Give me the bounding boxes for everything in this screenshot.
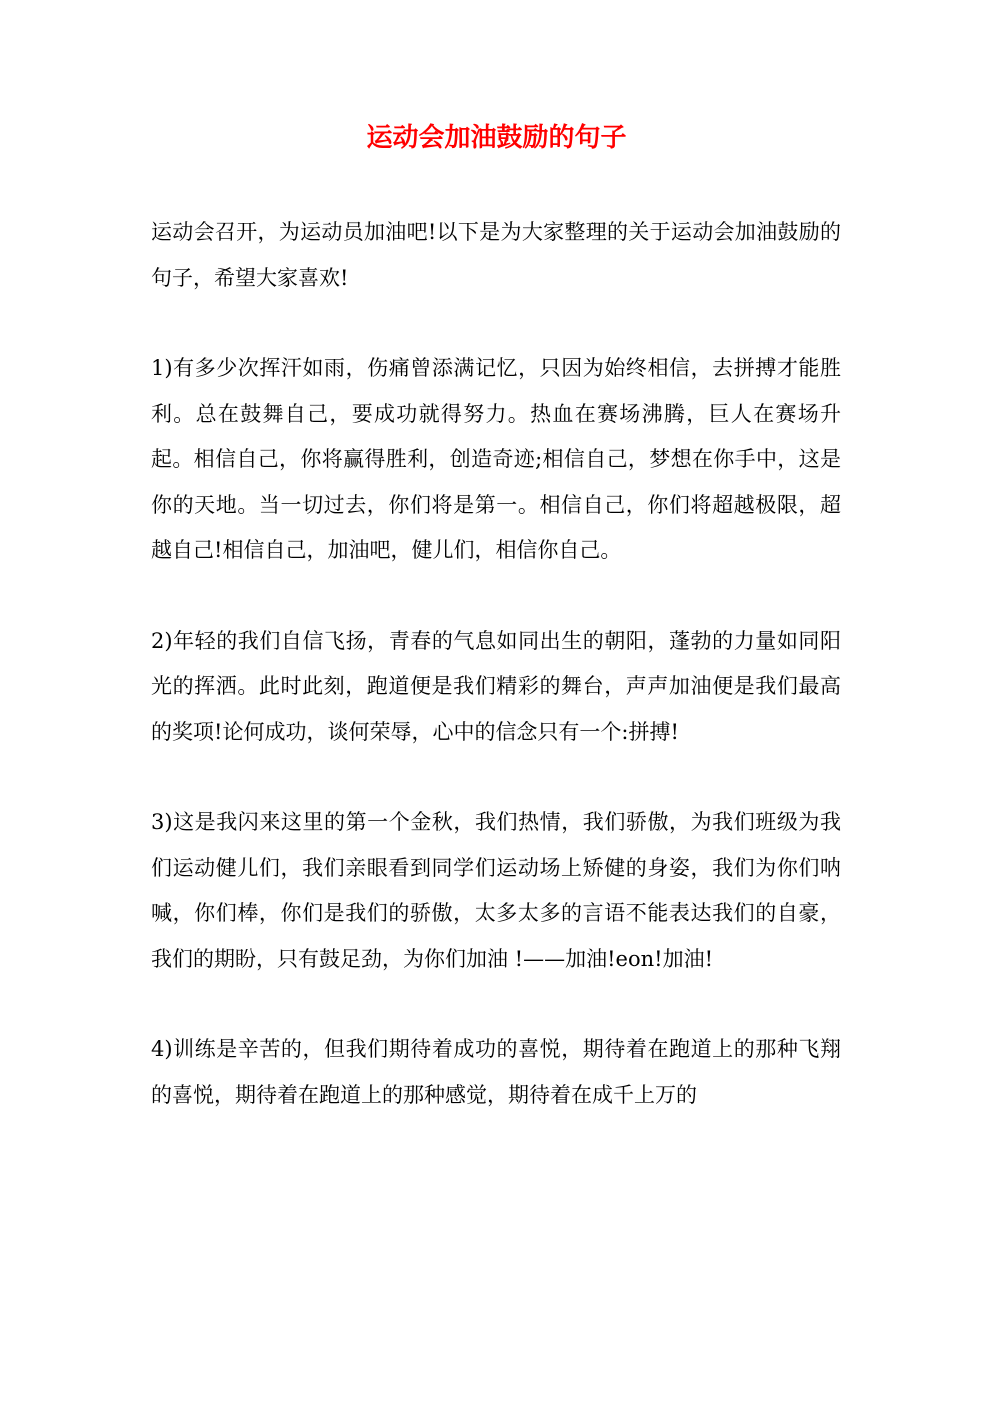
document-title: 运动会加油鼓励的句子 bbox=[366, 123, 627, 153]
intro-paragraph: 运动会召开，为运动员加油吧!以下是为大家整理的关于运动会加油鼓励的句子，希望大家喜欢! bbox=[151, 220, 841, 290]
paragraph-3: 3)这是我闪来这里的第一个金秋，我们热情，我们骄傲，为我们班级为我们运动健儿们，我们亲眼看到同学们运动场上矫健的身姿，我们为你们呐喊，你们棒，你们是我们的骄傲，太多太多的言语不能表达我们的自豪，我们的期盼，只有鼓足劲，为你们加油 !——加油!eon!加油! bbox=[151, 810, 841, 971]
paragraph-2: 2)年轻的我们自信飞扬，青春的气息如同出生的朝阳，蓬勃的力量如同阳光的挥洒。此时此刻，跑道便是我们精彩的舞台，声声加油便是我们最高的奖项!论何成功，谈何荣辱，心中的信念只有一个:拼搏! bbox=[151, 628, 841, 744]
paragraph-4: 4)训练是辛苦的，但我们期待着成功的喜悦，期待着在跑道上的那种飞翔的喜悦，期待着在跑道上的那种感觉，期待着在成千上万的 bbox=[151, 1037, 841, 1107]
paragraph-1: 1)有多少次挥汗如雨，伤痛曾添满记忆，只因为始终相信，去拼搏才能胜利。总在鼓舞自己，要成功就得努力。热血在赛场沸腾，巨人在赛场升起。相信自己，你将赢得胜利，创造奇迹;相信自己，梦想在你手中，这是你的天地。当一切过去，你们将是第一。相信自己，你们将超越极限，超越自己!相信自己，加油吧，健儿们，相信你自己。 bbox=[151, 356, 841, 562]
document-body bbox=[151, 210, 841, 1163]
